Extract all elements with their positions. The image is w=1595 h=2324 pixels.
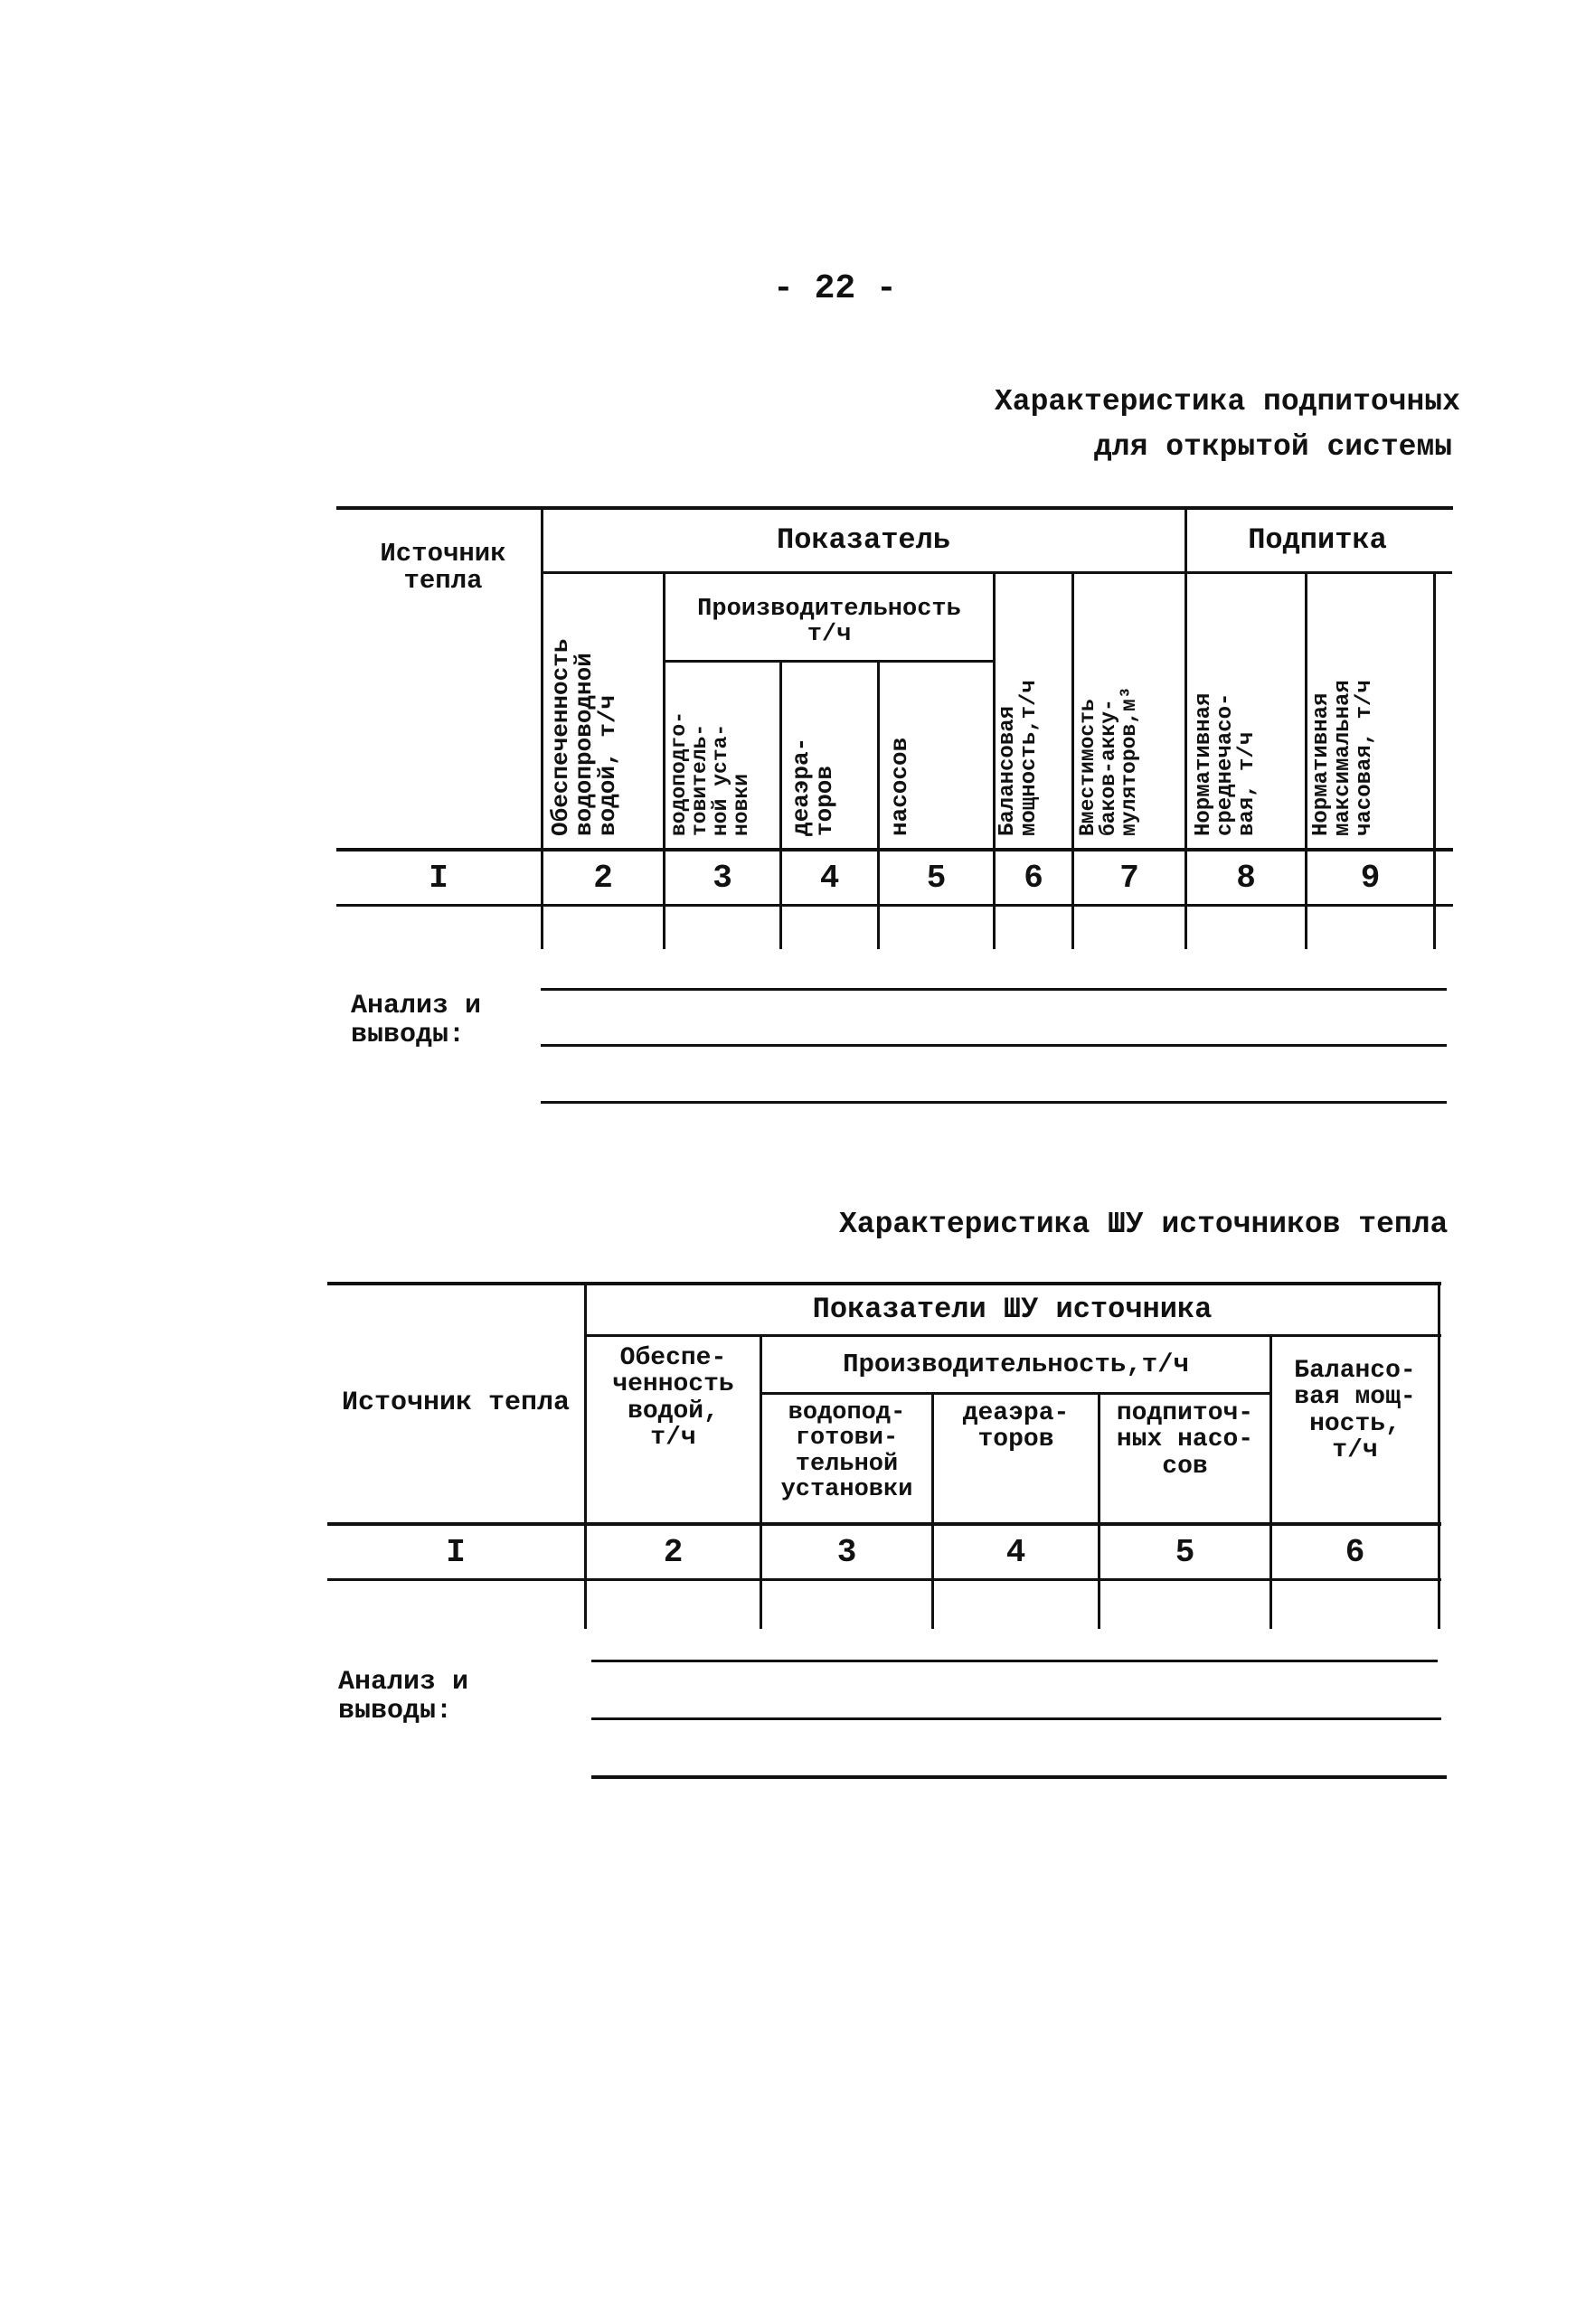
- table2-col-pumps: подпиточ- ных насо- сов: [1116, 1399, 1254, 1481]
- table1-analysis-line: [541, 1101, 1447, 1104]
- table2-num: 6: [1345, 1533, 1365, 1571]
- table1-analysis-label: Анализ и выводы:: [351, 991, 482, 1050]
- table2-analysis-line: [591, 1717, 1441, 1720]
- table1-group-makeup: Подпитка: [1248, 522, 1387, 557]
- table2-col-water-treatment: водопод- готови- тельной установки: [780, 1399, 913, 1504]
- table1-num: 4: [819, 859, 840, 897]
- table1-top-rule: [336, 506, 1453, 510]
- table1-col-normative-max: Нормативная максимальная часовая, т/ч: [1309, 680, 1377, 836]
- table2-analysis-line: [591, 1660, 1438, 1662]
- table1-col-tank-capacity: Вместимость баков-акку- муляторов,м³: [1076, 686, 1141, 836]
- table2-num: 4: [1005, 1533, 1026, 1571]
- table1-group-indicator: Показатель: [776, 522, 951, 557]
- page-number: - 22 -: [773, 269, 897, 308]
- table2: [0, 1175, 1595, 1808]
- table2-col-rule: [1438, 1282, 1440, 1629]
- table1-title-line1: Характеристика подпиточных: [995, 385, 1460, 419]
- table2-col-water-supply: Обеспе- ченность водой, т/ч: [612, 1344, 734, 1453]
- table1-col-deaerators: деаэра- торов: [788, 737, 838, 836]
- table2-title: Характеристика ШУ источников тепла: [839, 1208, 1449, 1241]
- table2-analysis-line: [591, 1775, 1447, 1779]
- table2-subgroup-productivity: Производительность,т/ч: [843, 1349, 1189, 1379]
- table2-col-deaerators: деаэра- торов: [962, 1399, 1070, 1454]
- table1-rule: [336, 904, 1453, 907]
- table1-rule: [665, 660, 995, 663]
- table1-num: 5: [926, 859, 947, 897]
- table2-num: 3: [836, 1533, 857, 1571]
- table1-num: 2: [593, 859, 613, 897]
- table1-num: 7: [1119, 859, 1139, 897]
- table2-source-header: Источник тепла: [342, 1388, 571, 1419]
- table1-title-line2: для открытой системы: [1094, 430, 1453, 464]
- table2-col-balance-power: Балансо- вая мощ- ность, т/ч: [1294, 1357, 1416, 1465]
- table1-num: 3: [713, 859, 732, 897]
- table1-source-header: Источник тепла: [380, 539, 506, 597]
- table2-rule: [327, 1578, 1441, 1581]
- table1-col-normative-avg: Нормативная среднечасо- вая, т/ч: [1192, 692, 1260, 836]
- table1-col-rule: [779, 660, 782, 949]
- table2-num: 2: [663, 1533, 684, 1571]
- table1-num: 8: [1236, 859, 1256, 897]
- table1-col-water-treatment: водоподго- товитель- ной уста- новки: [667, 710, 753, 836]
- table1-analysis-line: [541, 988, 1447, 991]
- table2-rule: [586, 1334, 1441, 1337]
- table1-num: 9: [1360, 859, 1381, 897]
- table1-analysis-line: [541, 1044, 1447, 1047]
- table2-group-header: Показатели ШУ источника: [812, 1293, 1213, 1327]
- table2-analysis-label: Анализ и выводы:: [338, 1667, 469, 1727]
- table1-col-balance-power: Балансовая мощность,т/ч: [996, 680, 1042, 836]
- table1-col-water-supply: Обеспеченность водопроводной водой, т/ч: [547, 638, 621, 836]
- table1-col-rule: [1433, 571, 1436, 949]
- table2-num: 5: [1175, 1533, 1195, 1571]
- table1-col-pumps: насосов: [886, 737, 913, 836]
- table1-col-rule: [877, 660, 880, 949]
- table1-subgroup-productivity: Производительность т/ч: [697, 596, 961, 649]
- table1-num: 6: [1024, 859, 1043, 897]
- table1-num: I: [429, 859, 448, 897]
- table2-num: I: [446, 1533, 466, 1571]
